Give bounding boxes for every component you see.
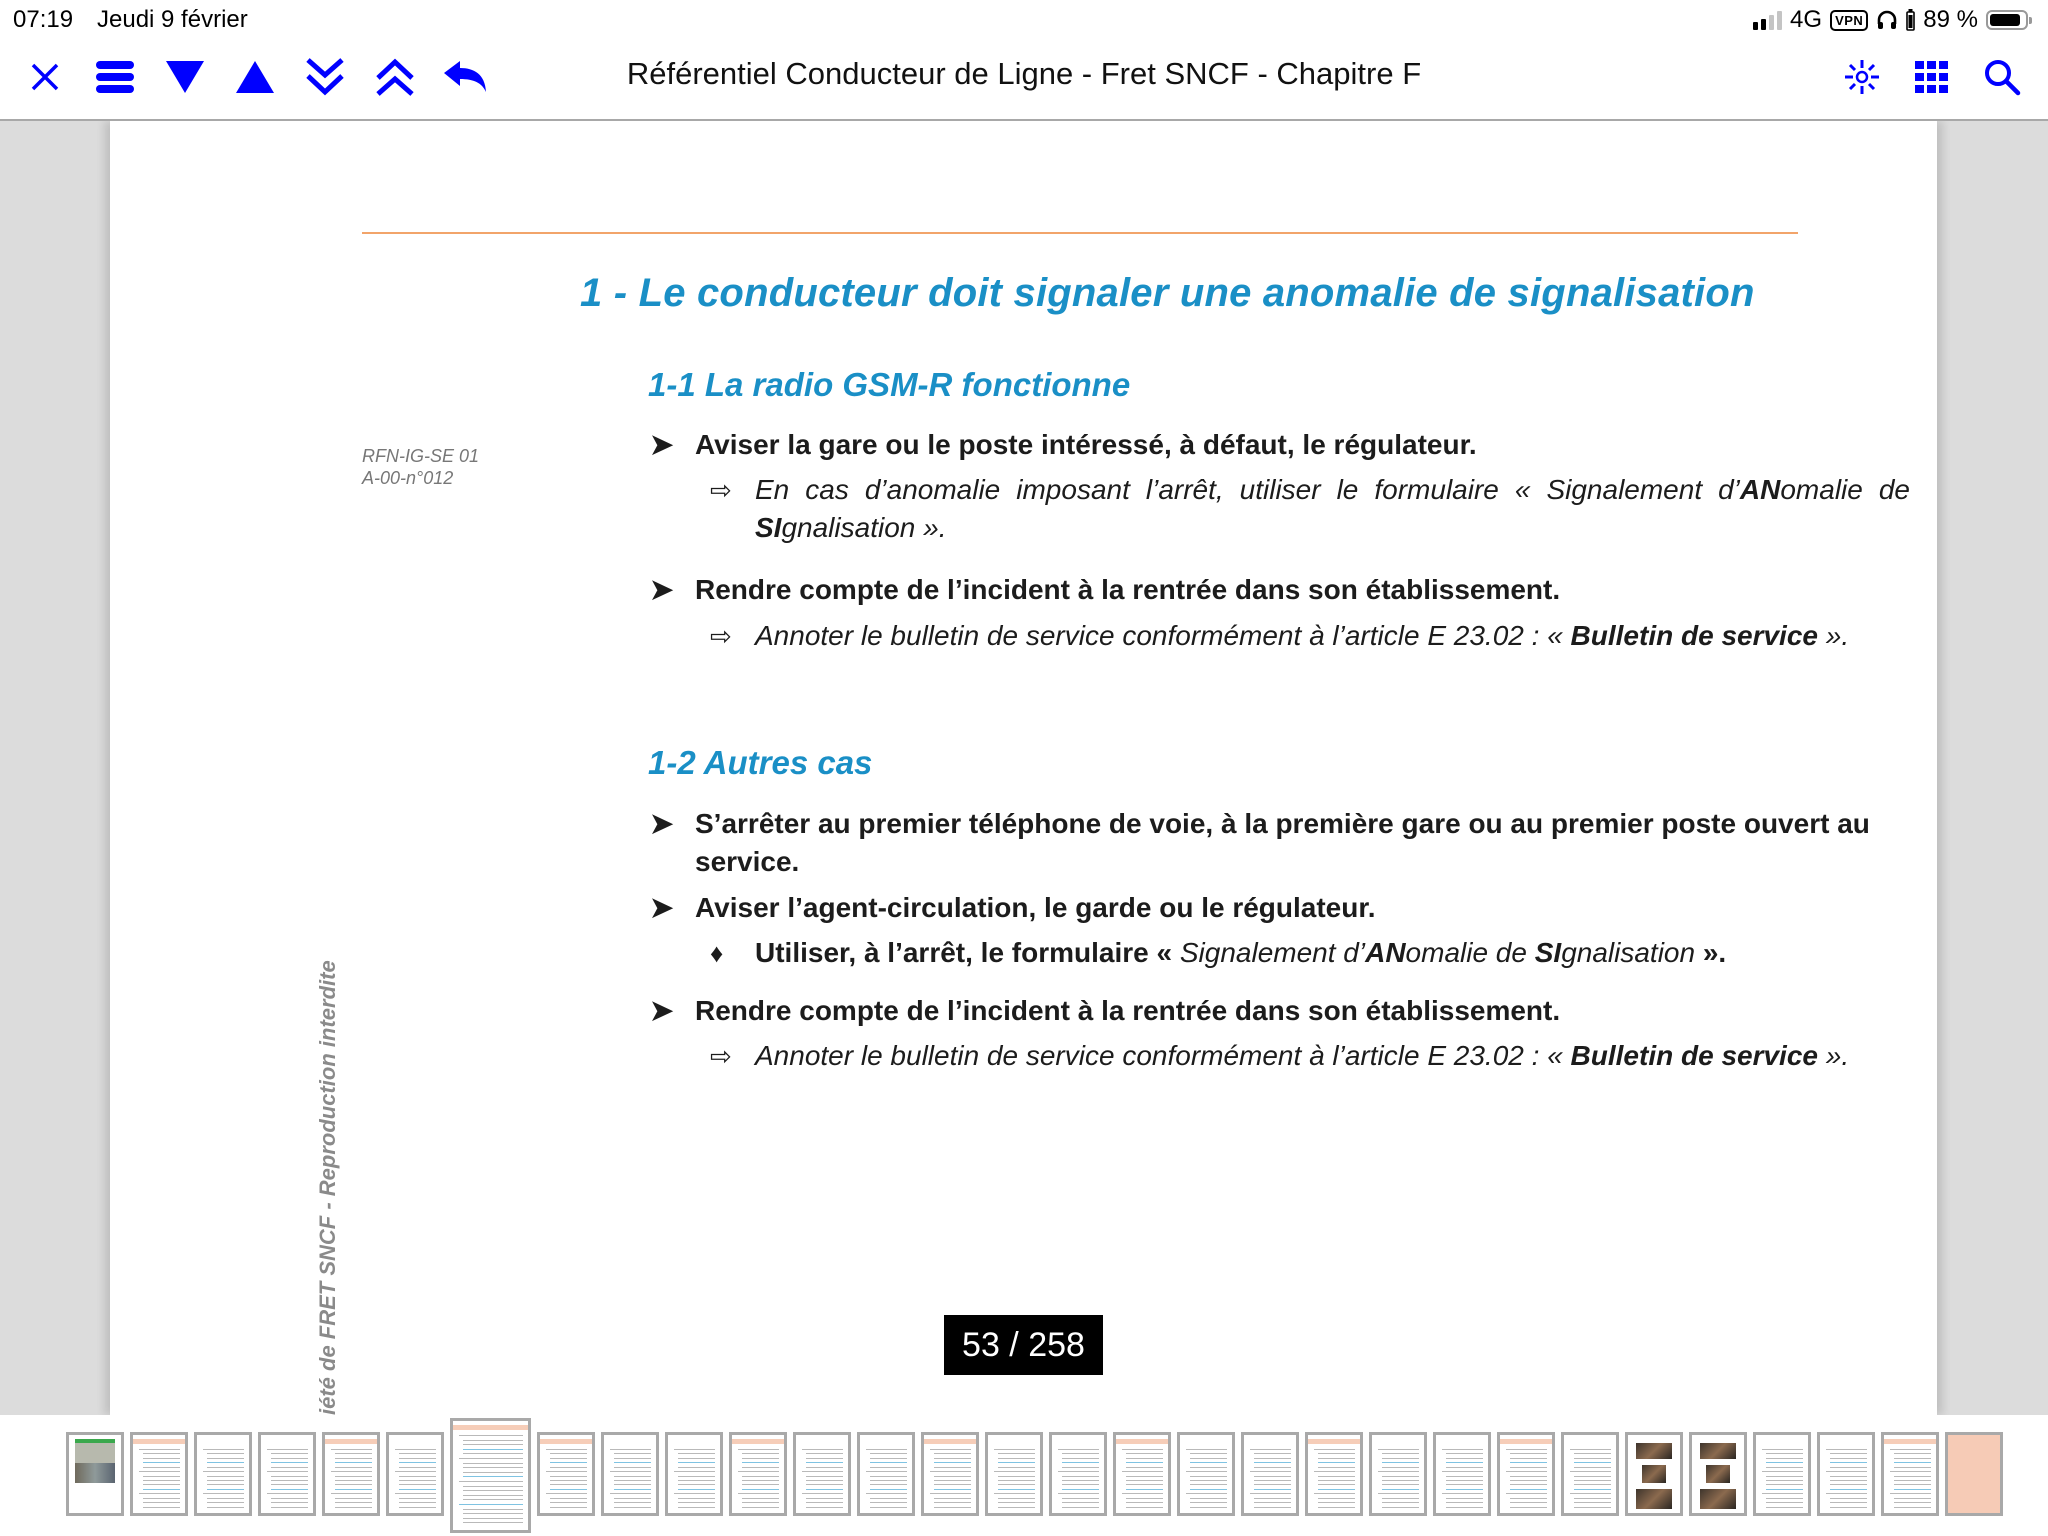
text-part-bold: Bulletin de service [1570, 620, 1818, 651]
thumbnail-strip[interactable] [0, 1415, 2048, 1536]
page-thumbnail[interactable] [1497, 1432, 1555, 1516]
page-thumbnail[interactable] [1241, 1432, 1299, 1516]
page-thumbnail[interactable] [1433, 1432, 1491, 1516]
arrowhead-bullet-icon: ➤ [650, 892, 674, 923]
text-part-bold: AN [1739, 474, 1781, 505]
page-thumbnail[interactable] [1305, 1432, 1363, 1516]
list-item [650, 992, 1910, 1030]
list-item-text: S’arrêter au premier téléphone de voie, à la première gare ou au premier poste ouvert au service. [695, 808, 1870, 877]
sub-list-item [710, 1037, 1910, 1075]
page-thumbnail[interactable] [1113, 1432, 1171, 1516]
text-part: ». [1817, 620, 1850, 651]
list-item [650, 889, 1910, 927]
cellular-signal-icon [1753, 10, 1782, 30]
outline-arrow-icon: ⇨ [710, 1041, 732, 1071]
text-part-bold: ». [1695, 937, 1727, 968]
document-page[interactable] [110, 121, 1937, 1415]
battery-icon [1986, 10, 2028, 30]
diamond-list-item [710, 934, 1930, 972]
list-item [650, 426, 1910, 464]
document-title: Référentiel Conducteur de Ligne - Fret SNCF - Chapitre F [626, 56, 1422, 91]
page-thumbnail[interactable] [66, 1432, 124, 1516]
page-thumbnail[interactable] [450, 1418, 531, 1533]
copyright-watermark: iété de FRET SNCF - Reproduction interdite [315, 960, 340, 1415]
reference-line: RFN-IG-SE 01 [362, 446, 480, 466]
document-viewer[interactable] [0, 121, 2048, 1415]
headphones-battery-icon [1906, 9, 1915, 31]
text-part: Annoter le bulletin de service conformément à l’article E 23.02 : « [755, 1040, 1571, 1071]
reference-note [362, 445, 479, 489]
list-item-text: Aviser l’agent-circulation, le garde ou le régulateur. [695, 892, 1376, 923]
text-part-italic: gnalisation [1561, 937, 1696, 968]
reference-line: A-00-n°012 [362, 468, 454, 488]
text-part-bold: AN [1365, 937, 1406, 968]
list-item-text: Aviser la gare ou le poste intéressé, à défaut, le régulateur. [695, 429, 1477, 460]
text-part: gnalisation ». [781, 512, 947, 543]
page-thumbnail[interactable] [1689, 1432, 1747, 1516]
subsection-heading: 1-2 Autres cas [648, 744, 873, 781]
text-part: Annoter le bulletin de service conformément à l’article E 23.02 : « [755, 620, 1571, 651]
sub-list-item [710, 471, 1910, 547]
status-date: Jeudi 9 février [97, 6, 248, 33]
list-item [650, 571, 1910, 609]
page-thumbnail[interactable] [921, 1432, 979, 1516]
page-thumbnail[interactable] [1369, 1432, 1427, 1516]
arrowhead-bullet-icon: ➤ [650, 429, 674, 460]
header-rule [362, 232, 1798, 234]
text-part: omalie de [1780, 474, 1910, 505]
list-item-text: Rendre compte de l’incident à la rentrée dans son établissement. [695, 574, 1561, 605]
grid-icon [1915, 61, 1949, 93]
outline-arrow-icon: ⇨ [710, 475, 732, 505]
page-thumbnail[interactable] [729, 1432, 787, 1516]
text-part: En cas d’anomalie imposant l’arrêt, utiliser le formulaire « Signalement d’ [755, 474, 1740, 505]
page-thumbnail[interactable] [1561, 1432, 1619, 1516]
brightness-icon [1843, 58, 1881, 96]
list-item-text: Rendre compte de l’incident à la rentrée dans son établissement. [695, 995, 1561, 1026]
page-thumbnail[interactable] [1753, 1432, 1811, 1516]
text-part-italic: omalie de [1405, 937, 1535, 968]
text-part-italic: Signalement d’ [1179, 937, 1366, 968]
subsection-heading: 1-1 La radio GSM-R fonctionne [648, 366, 1131, 403]
page-thumbnail[interactable] [1625, 1432, 1683, 1516]
sub-list-item [710, 617, 1910, 655]
page-thumbnail[interactable] [258, 1432, 316, 1516]
page-thumbnail[interactable] [386, 1432, 444, 1516]
page-thumbnail[interactable] [665, 1432, 723, 1516]
vpn-badge: VPN [1830, 10, 1868, 31]
search-icon [1983, 58, 2021, 96]
text-part-bold: Bulletin de service [1570, 1040, 1818, 1071]
page-thumbnail[interactable] [1881, 1432, 1939, 1516]
page-thumbnail[interactable] [194, 1432, 252, 1516]
battery-fill [1990, 14, 2020, 26]
page-thumbnail[interactable] [1817, 1432, 1875, 1516]
page-thumbnail[interactable] [130, 1432, 188, 1516]
page-indicator: 53 / 258 [944, 1315, 1103, 1375]
page-thumbnail[interactable] [793, 1432, 851, 1516]
page-thumbnail[interactable] [1049, 1432, 1107, 1516]
status-indicators [1753, 6, 2028, 34]
page-thumbnail[interactable] [537, 1432, 595, 1516]
brightness-button[interactable] [1837, 52, 1887, 102]
network-type: 4G [1790, 6, 1823, 33]
page-thumbnail[interactable] [1177, 1432, 1235, 1516]
search-button[interactable] [1977, 52, 2027, 102]
text-part-bold: Utiliser, à l’arrêt, le formulaire « [755, 937, 1180, 968]
text-part: ». [1817, 1040, 1850, 1071]
status-bar [0, 0, 2048, 40]
outline-arrow-icon: ⇨ [710, 621, 732, 651]
diamond-bullet-icon: ♦ [710, 938, 724, 968]
page-thumbnail[interactable] [322, 1432, 380, 1516]
text-part-bold: SI [1534, 937, 1562, 968]
page-thumbnail[interactable] [1945, 1432, 2003, 1516]
toolbar [0, 40, 2048, 121]
list-item [650, 805, 1910, 881]
arrowhead-bullet-icon: ➤ [650, 808, 674, 839]
arrowhead-bullet-icon: ➤ [650, 574, 674, 605]
battery-percent: 89 % [1923, 6, 1978, 33]
arrowhead-bullet-icon: ➤ [650, 995, 674, 1026]
text-part-bold: SI [755, 512, 782, 543]
page-thumbnail[interactable] [601, 1432, 659, 1516]
section-title: 1 - Le conducteur doit signaler une anomalie de signalisation [580, 271, 1755, 315]
page-thumbnail[interactable] [985, 1432, 1043, 1516]
grid-view-button[interactable] [1907, 52, 1957, 102]
headphones-icon [1876, 9, 1898, 31]
page-thumbnail[interactable] [857, 1432, 915, 1516]
status-time: 07:19 [13, 6, 74, 33]
